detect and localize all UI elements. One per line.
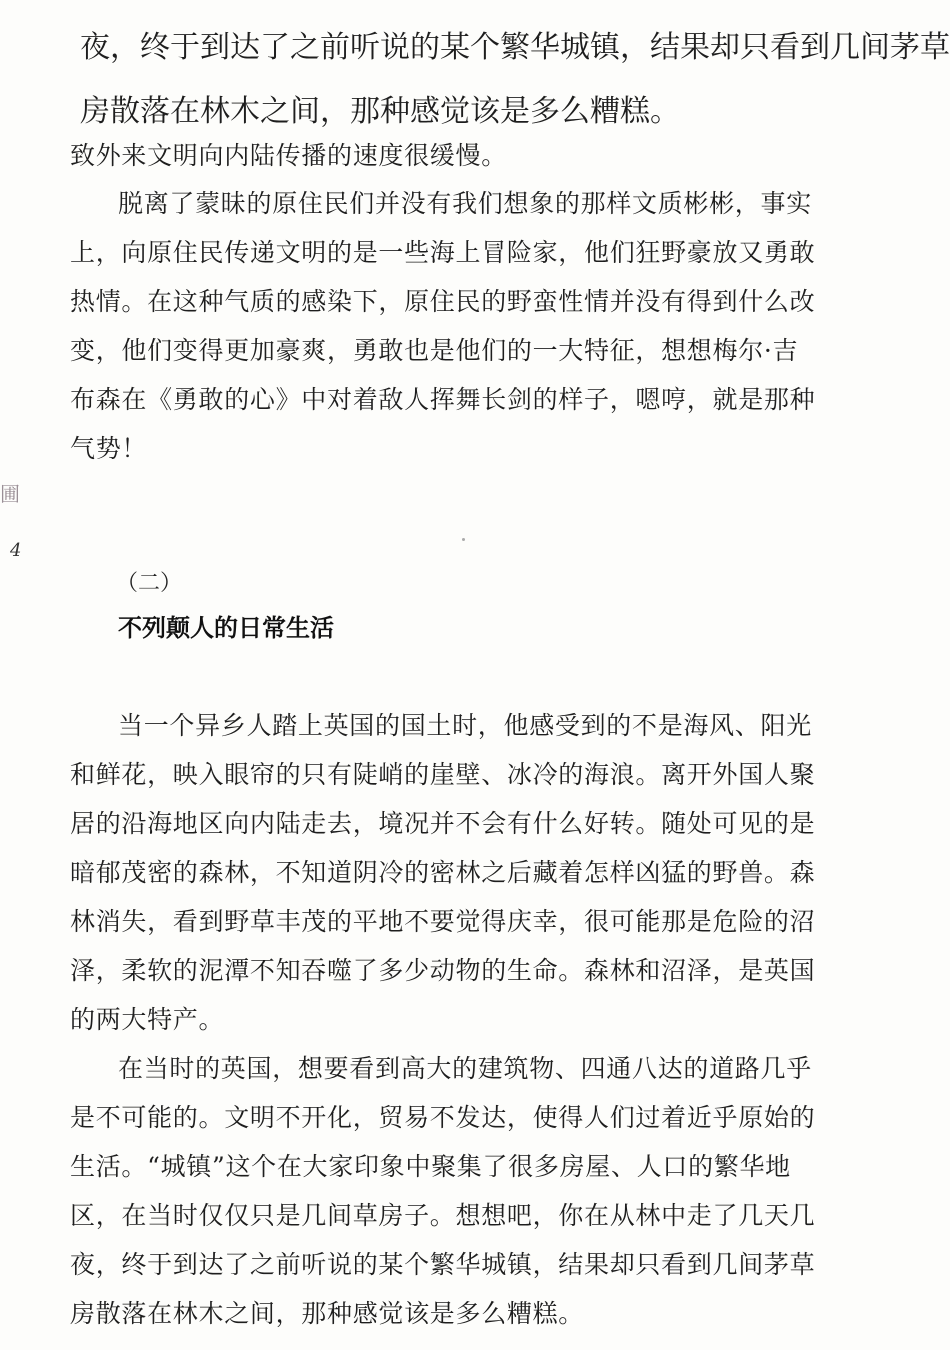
paragraph-line: 和鲜花，映入眼帘的只有陡峭的崖壁、冰冷的海浪。离开外国人聚 xyxy=(70,760,816,789)
paragraph-line: 变，他们变得更加豪爽，勇敢也是他们的一大特征，想想梅尔·吉 xyxy=(70,336,799,365)
paragraph-line: 热情。在这种气质的感染下，原住民的野蛮性情并没有得到什么改 xyxy=(70,287,816,316)
paragraph-line: 居的沿海地区向内陆走去，境况并不会有什么好转。随处可见的是 xyxy=(70,809,816,838)
section-number: （二） xyxy=(116,571,183,596)
section-title: 不列颠人的日常生活 xyxy=(118,614,334,642)
fragment-line: 房散落在林木之间，那种感觉该是多么糟糕。 xyxy=(80,94,680,129)
margin-mark: 圃 xyxy=(0,482,20,506)
paragraph-line: 气势！ xyxy=(70,434,148,463)
speck xyxy=(462,538,465,541)
paragraph-line: 泽，柔软的泥潭不知吞噬了多少动物的生命。森林和沼泽，是英国 xyxy=(70,956,816,985)
paragraph-line: 区，在当时仅仅只是几间草房子。想想吧，你在从林中走了几天几 xyxy=(70,1201,816,1230)
paragraph-line: 脱离了蒙昧的原住民们并没有我们想象的那样文质彬彬，事实 xyxy=(118,189,812,218)
paragraph-line: 的两大特产。 xyxy=(70,1005,225,1034)
paragraph-line: 房散落在林木之间，那种感觉该是多么糟糕。 xyxy=(70,1299,585,1328)
fragment-line: 夜，终于到达了之前听说的某个繁华城镇，结果却只看到几间茅草 xyxy=(80,30,950,65)
paragraph-line: 布森在《勇敢的心》中对着敌人挥舞长剑的样子，嗯哼，就是那种 xyxy=(70,385,816,414)
paragraph-line: 当一个异乡人踏上英国的国土时，他感受到的不是海风、阳光 xyxy=(118,711,812,740)
paragraph-line: 夜，终于到达了之前听说的某个繁华城镇，结果却只看到几间茅草 xyxy=(70,1250,816,1279)
paragraph-line: 上，向原住民传递文明的是一些海上冒险家，他们狂野豪放又勇敢 xyxy=(70,238,816,267)
paragraph-line: 是不可能的。文明不开化，贸易不发达，使得人们过着近乎原始的 xyxy=(70,1103,816,1132)
paragraph-line: 林消失，看到野草丰茂的平地不要觉得庆幸，很可能那是危险的沼 xyxy=(70,907,816,936)
paragraph-line: 在当时的英国，想要看到高大的建筑物、四通八达的道路几乎 xyxy=(118,1054,812,1083)
paragraph-line: 生活。“城镇”这个在大家印象中聚集了很多房屋、人口的繁华地 xyxy=(70,1152,791,1181)
paragraph-line: 致外来文明向内陆传播的速度很缓慢。 xyxy=(70,141,507,170)
paragraph-line: 暗郁茂密的森林，不知道阴冷的密林之后藏着怎样凶猛的野兽。森 xyxy=(70,858,816,887)
page-number: 4 xyxy=(10,540,22,561)
